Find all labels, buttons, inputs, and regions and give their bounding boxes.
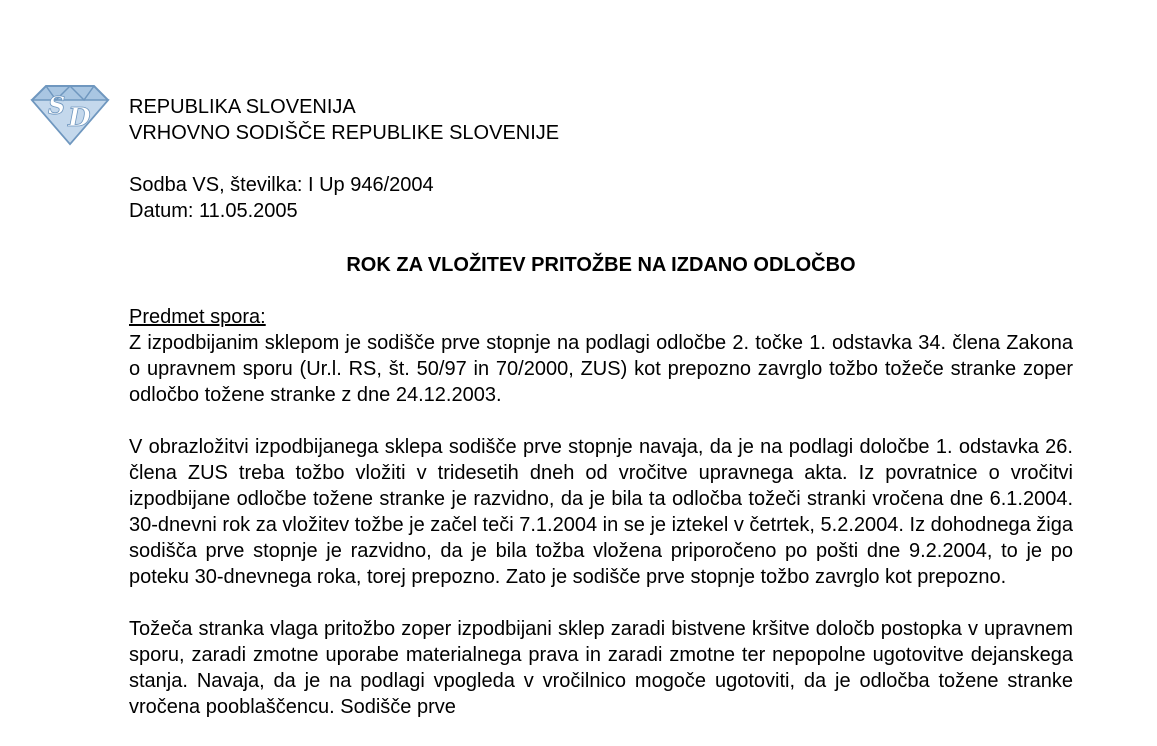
case-number: Sodba VS, številka: I Up 946/2004: [129, 174, 434, 196]
paragraph-3: Tožeča stranka vlaga pritožbo zoper izpodbijani sklep zaradi bistvene kršitve določb postopka v upravnem sporu, zaradi zmotne uporabe materialnega prava in zaradi zmotne ter nepopolne ugotovitve dejanskega stanja. Navaja, da je na podlagi vpogleda v vročilnico mogoče ugotoviti, da je odločba tožene stranke vročena pooblaščencu. Sodišče prve: [129, 618, 1073, 718]
paragraph-2: V obrazložitvi izpodbijanega sklepa sodišče prve stopnje navaja, da je na podlagi določbe 1. odstavka 26. člena ZUS treba tožbo vložiti v tridesetih dneh od vročitve upravnega akta. Iz povratnice o vročitvi izpodbijane odločbe tožene stranke je razvidno, da je bila ta odločba tožeči stranki vročena dne 6.1.2004. 30-dnevni rok za vložitev tožbe je začel teči 7.1.2004 in se je iztekel v četrtek, 5.2.2004. Iz dohodnega žiga sodišča prve stopnje je razvidno, da je bila tožba vložena priporočeno po pošti dne 9.2.2004, to je po poteku 30-dnevnega roka, torej prepozno. Zato je sodišče prve stopnje tožbo zavrglo kot prepozno.: [129, 436, 1073, 588]
document-body: [129, 304, 1073, 746]
document-header: [129, 94, 559, 146]
document-title: ROK ZA VLOŽITEV PRITOŽBE NA IZDANO ODLOČBO: [346, 254, 856, 276]
paragraph-subject: [129, 304, 1073, 408]
court-name: VRHOVNO SODIŠČE REPUBLIKE SLOVENIJE: [129, 122, 560, 144]
subject-heading: Predmet spora:: [129, 306, 266, 328]
court-logo: [28, 80, 112, 148]
svg-text:S: S: [48, 91, 66, 120]
case-meta: [129, 172, 434, 224]
republic-name: REPUBLIKA SLOVENIJA: [129, 96, 356, 118]
paragraph-1-text: Z izpodbijanim sklepom je sodišče prve stopnje na podlagi odločbe 2. točke 1. odstavka 34. člena Zakona o upravnem sporu (Ur.l. RS, št. 50/97 in 70/2000, ZUS) kot prepozno zavrglo tožbo tožeče stranke zoper odločbo tožene stranke z dne 24.12.2003.: [129, 332, 1073, 406]
case-date: Datum: 11.05.2005: [129, 200, 298, 222]
svg-text:D: D: [68, 103, 91, 133]
